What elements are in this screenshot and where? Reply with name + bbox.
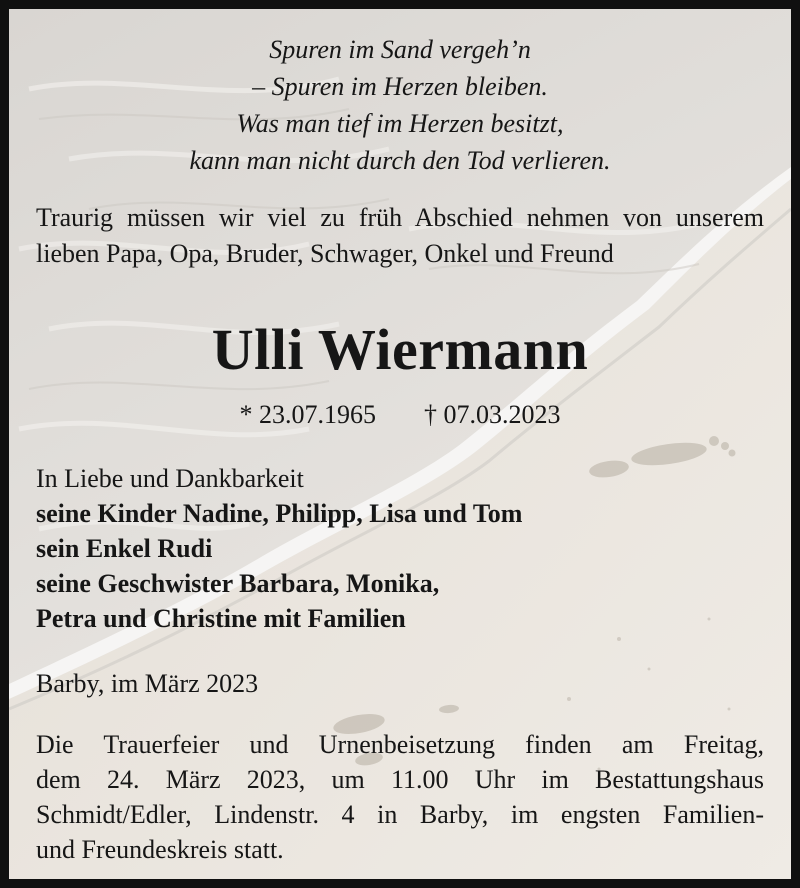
poem-line: Was man tief im Herzen besitzt,: [236, 109, 564, 138]
mourners-block: [36, 461, 764, 636]
funeral-line: dem 24. März 2023, um 11.00 Uhr im Bestattungshaus: [36, 765, 764, 794]
mourner-line: sein Enkel Rudi: [36, 534, 213, 563]
funeral-info: [36, 727, 764, 867]
poem: [9, 31, 791, 179]
birth-date: * 23.07.1965: [239, 400, 376, 429]
mourners-opening: In Liebe und Dankbarkeit: [36, 464, 304, 493]
funeral-line: Schmidt/Edler, Lindenstr. 4 in Barby, im engsten Familien-: [36, 800, 764, 829]
mourner-line: seine Kinder Nadine, Philipp, Lisa und Tom: [36, 499, 523, 528]
life-dates: [9, 397, 791, 433]
mourner-line: Petra und Christine mit Familien: [36, 604, 406, 633]
deceased-name: Ulli Wiermann: [211, 317, 589, 382]
place-date: Barby, im März 2023: [36, 669, 259, 698]
intro-text: Traurig müssen wir viel zu früh Abschied nehmen von unserem lieben Papa, Opa, Bruder, Schwager, Onkel und Freund: [36, 203, 764, 268]
poem-line: – Spuren im Herzen bleiben.: [252, 72, 548, 101]
funeral-line: Die Trauerfeier und Urnenbeisetzung finden am Freitag,: [36, 730, 764, 759]
poem-line: Spuren im Sand vergeh’n: [269, 35, 531, 64]
death-date: † 07.03.2023: [424, 400, 561, 429]
poem-line: kann man nicht durch den Tod verlieren.: [189, 146, 611, 175]
mourner-line: seine Geschwister Barbara, Monika,: [36, 569, 440, 598]
funeral-line: und Freundeskreis statt.: [36, 835, 284, 864]
